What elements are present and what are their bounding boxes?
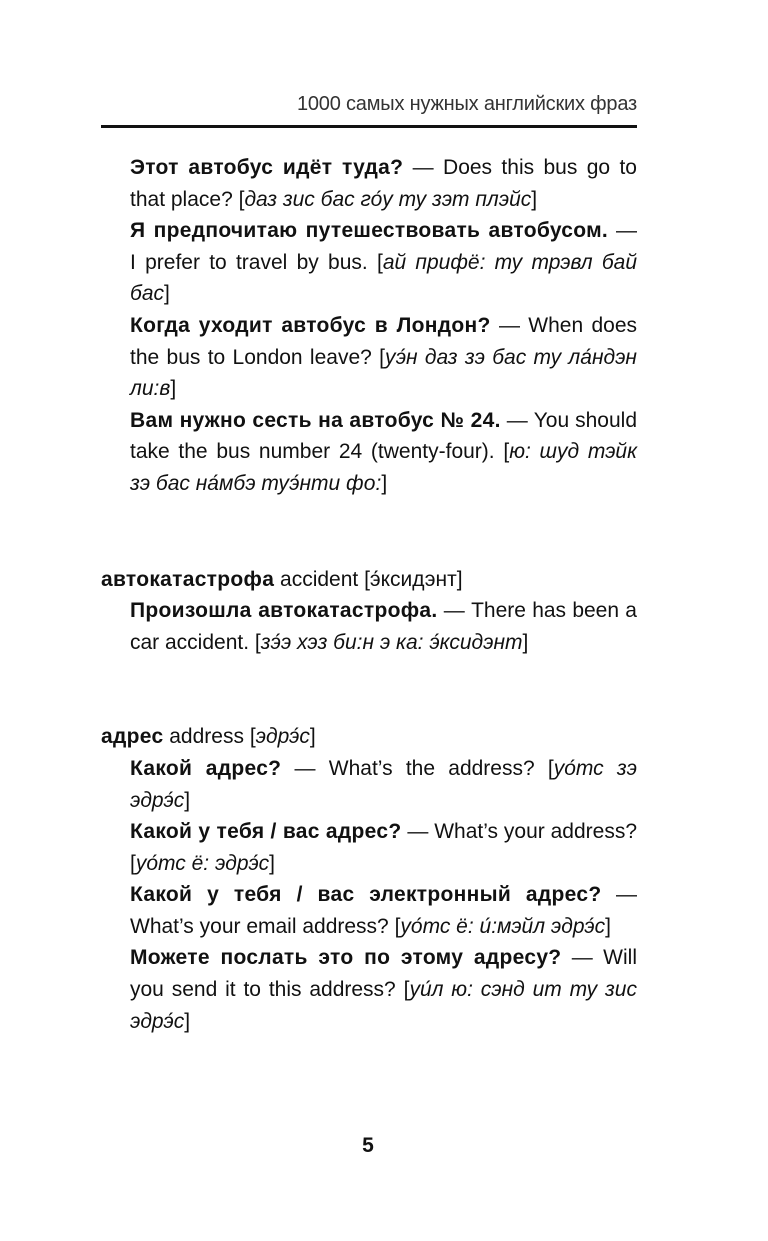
phrase-item bbox=[130, 310, 637, 405]
headword-transcription: [э́ксидэнт] bbox=[364, 567, 463, 591]
bracket-open: [ bbox=[503, 440, 510, 464]
phrase-item bbox=[130, 942, 637, 1037]
bracket-close: ] bbox=[184, 1009, 191, 1033]
phrase-transcription: зэ́э хэз би:н э ка: э́ксидэнт bbox=[260, 630, 523, 654]
phrase-english: When does the bus to London leave? bbox=[130, 313, 638, 369]
phrase-russian: Какой адрес? bbox=[130, 756, 282, 780]
phrase-list bbox=[101, 152, 637, 500]
phrase-item bbox=[130, 753, 637, 816]
bracket-open: [ bbox=[376, 250, 383, 274]
phrase-transcription: уи́л ю: сэнд ит ту зис эдрэ́с bbox=[130, 978, 637, 1033]
dictionary-entry bbox=[101, 721, 637, 1037]
bracket-close: ] bbox=[269, 851, 276, 875]
dash: — bbox=[561, 946, 604, 970]
phrase-item bbox=[130, 816, 637, 879]
phrase-english: Will you send it to this address? bbox=[130, 946, 637, 1002]
bracket-open: [ bbox=[379, 345, 385, 369]
phrase-transcription: ю: шуд тэйк зэ бас на́мбэ туэ́нти фо: bbox=[130, 440, 637, 495]
dash: — bbox=[403, 156, 444, 179]
phrase-item bbox=[130, 152, 637, 215]
phrase-transcription: уо́тс ё: эдрэ́с bbox=[135, 851, 270, 875]
phrase-russian: Когда уходит автобус в Лондон? bbox=[130, 313, 491, 337]
dash: — bbox=[608, 219, 637, 243]
bracket-open: [ bbox=[403, 978, 410, 1002]
phrase-english: Does this bus go to that place? bbox=[130, 156, 637, 211]
phrase-english: There has been a car accident. bbox=[130, 599, 637, 654]
phrase-russian: Произошла автокатастрофа. bbox=[130, 599, 438, 623]
headword-translation: address bbox=[163, 725, 250, 749]
headword: автокатастрофа bbox=[101, 567, 275, 591]
phrase-item bbox=[130, 595, 637, 658]
phrase-transcription: уэ́н даз зэ бас ту ла́ндэн ли:в bbox=[130, 345, 637, 401]
dash: — bbox=[401, 820, 435, 844]
entry-heading bbox=[101, 721, 637, 753]
dash: — bbox=[500, 408, 534, 432]
bracket-close: ] bbox=[605, 914, 611, 938]
phrase-russian: Этот автобус идёт туда? bbox=[130, 156, 404, 179]
phrase-item bbox=[130, 879, 637, 942]
bracket-open: [ bbox=[249, 725, 256, 749]
phrase-russian: Я предпочитаю путешествовать автобусом. bbox=[130, 219, 609, 243]
phrase-item bbox=[130, 215, 637, 310]
bracket-close: ] bbox=[164, 282, 170, 306]
header-divider bbox=[101, 125, 637, 128]
phrase-russian: Какой у тебя / вас адрес? bbox=[130, 820, 402, 844]
bracket-close: ] bbox=[170, 377, 177, 401]
phrase-russian: Какой у тебя / вас электронный адрес? bbox=[130, 883, 602, 907]
bracket-close: ] bbox=[381, 471, 388, 495]
phrase-transcription: ай прифё: ту трэвл бай бас bbox=[130, 250, 637, 306]
entry-heading bbox=[101, 564, 637, 596]
phrase-english: You should take the bus number 24 (twenty-four). bbox=[130, 408, 637, 464]
phrase-russian: Вам нужно сесть на автобус № 24. bbox=[130, 408, 501, 432]
page-number: 5 bbox=[362, 1134, 374, 1157]
bracket-close: ] bbox=[531, 187, 538, 211]
section-spacer bbox=[101, 500, 637, 564]
phrase-english: What’s your email address? bbox=[130, 914, 395, 938]
bracket-open: [ bbox=[238, 187, 245, 211]
phrase-english: I prefer to travel by bus. bbox=[130, 250, 377, 274]
phrase-item bbox=[130, 405, 637, 500]
bracket-open: [ bbox=[130, 851, 136, 875]
bracket-open: [ bbox=[254, 630, 261, 654]
dash: — bbox=[437, 599, 472, 623]
headword-transcription: эдрэ́с bbox=[255, 725, 310, 749]
dash: — bbox=[490, 313, 529, 337]
phrase-english: What’s the address? bbox=[328, 756, 548, 780]
dash: — bbox=[281, 756, 329, 780]
dictionary-entry bbox=[101, 564, 637, 659]
bracket-open: [ bbox=[547, 756, 554, 780]
bracket-close: ] bbox=[522, 630, 529, 654]
headword: адрес bbox=[101, 725, 164, 749]
headword-translation: accident bbox=[274, 567, 365, 591]
running-header-title: 1000 самых нужных английских фраз bbox=[296, 93, 637, 115]
phrase-transcription: уо́тс зэ эдрэ́с bbox=[130, 756, 638, 812]
dash: — bbox=[601, 883, 637, 907]
bracket-open: [ bbox=[394, 914, 401, 938]
phrase-english: What’s your address? bbox=[434, 820, 637, 844]
phrase-transcription: уо́тс ё: и́:мэйл эдрэ́с bbox=[400, 914, 606, 938]
phrase-transcription: даз зис бас го́у ту зэт плэйс bbox=[244, 187, 532, 211]
bracket-close: ] bbox=[309, 725, 316, 749]
phrase-russian: Можете послать это по этому адресу? bbox=[130, 946, 562, 970]
section-spacer bbox=[101, 658, 637, 721]
bracket-close: ] bbox=[184, 788, 191, 812]
page-body bbox=[101, 152, 637, 1037]
